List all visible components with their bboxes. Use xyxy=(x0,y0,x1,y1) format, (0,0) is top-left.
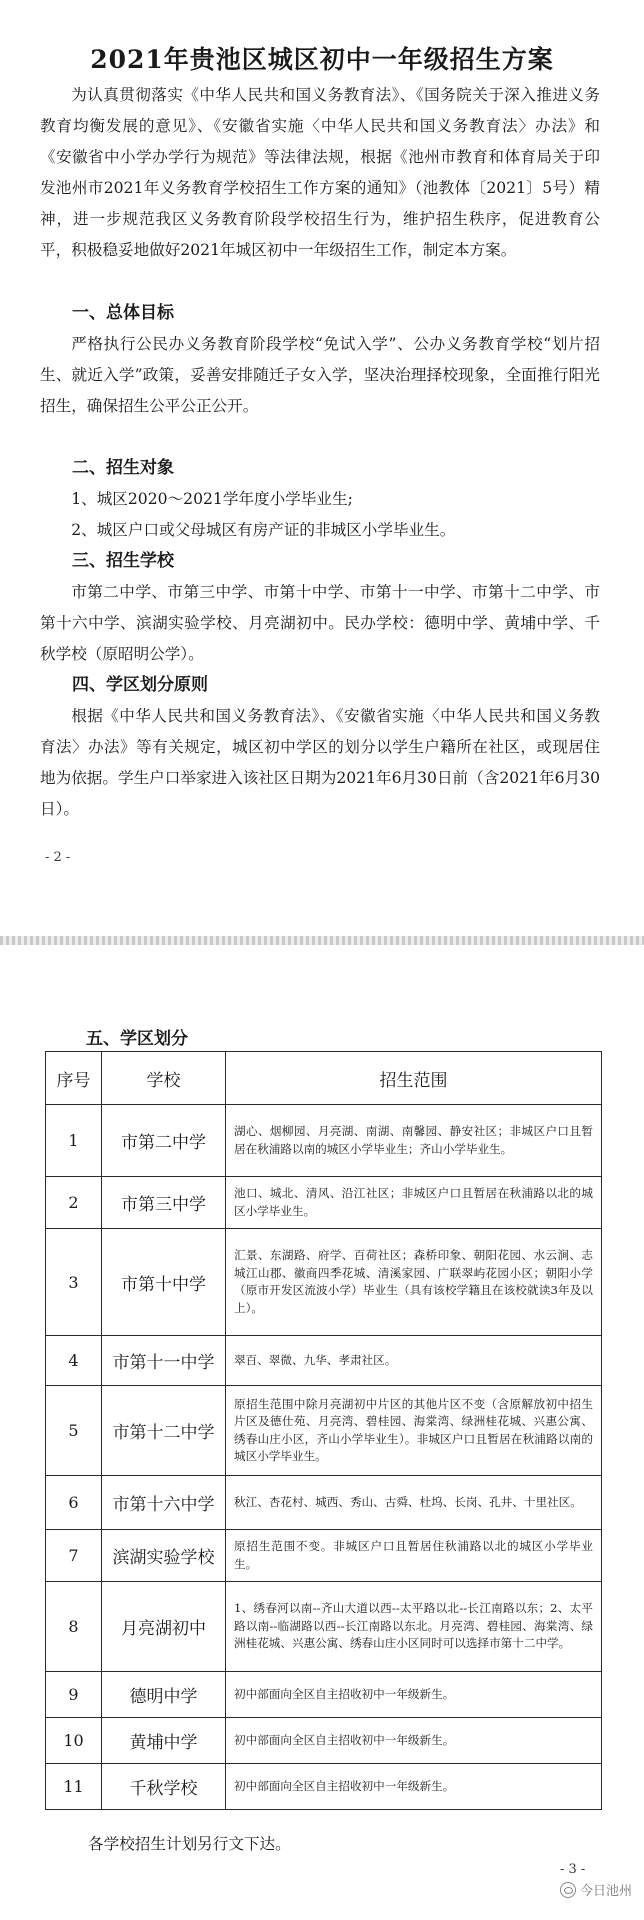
table-row xyxy=(46,1718,602,1764)
section-1-body: 严格执行公民办义务教育阶段学校“免试入学”、公办义务教育学校“划片招生、就近入学”政策，妥善安排随迁子女入学，坚决治理择校现象，全面推行阳光招生，确保招生公平公正公开。 xyxy=(40,335,600,415)
section-3-body: 市第二中学、市第三中学、市第十中学、市第十一中学、市第十二中学、市第十六中学、滨湖实验学校、月亮湖初中。民办学校：德明中学、黄埔中学、千秋学校（原昭明公学）。 xyxy=(40,583,600,663)
table-row xyxy=(46,1582,602,1672)
row-range: 初中部面向全区自主招收初中一年级新生。 xyxy=(226,1672,602,1718)
row-range: 初中部面向全区自主招收初中一年级新生。 xyxy=(226,1764,602,1810)
table-row xyxy=(46,1386,602,1476)
row-range: 汇景、东湖路、府学、百荷社区；森桥印象、朝阳花园、水云涧、志城江山郡、徽商四季花城、清溪家园、广联翠屿花园小区；朝阳小学（原市开发区流波小学）毕业生（具有该校学籍且在该校就读3年及以上）。 xyxy=(226,1229,602,1336)
section-2-heading: 二、招生对象 xyxy=(72,458,174,478)
row-school: 滨湖实验学校 xyxy=(102,1530,226,1582)
footnote: 各学校招生计划另行文下达。 xyxy=(88,1835,291,1853)
section-4-body: 根据《中华人民共和国义务教育法》、《安徽省实施〈中华人民共和国义务教育法〉办法》等有关规定，城区初中学区的划分以学生户籍所在社区，或现居住地为依据。学生户口举家进入该社区日期为2021年6月30日前（含2021年6月30日）。 xyxy=(40,707,600,818)
row-no: 11 xyxy=(46,1764,102,1810)
section-5-heading: 五、学区划分 xyxy=(86,1029,188,1049)
page-2 xyxy=(0,0,644,936)
row-school: 市第十六中学 xyxy=(102,1476,226,1530)
school-district-table xyxy=(45,1051,602,1810)
table-row xyxy=(46,1105,602,1177)
row-range: 秋江、杏花村、城西、秀山、古舜、杜坞、长岗、孔井、十里社区。 xyxy=(226,1476,602,1530)
row-school: 月亮湖初中 xyxy=(102,1582,226,1672)
table-row xyxy=(46,1336,602,1386)
row-range: 湖心、烟柳园、月亮湖、南湖、南馨园、静安社区；非城区户口且暂居在秋浦路以南的城区小学毕业生；齐山小学毕业生。 xyxy=(226,1105,602,1177)
table-row xyxy=(46,1476,602,1530)
page-title: 2021年贵池区城区初中一年级招生方案 xyxy=(90,45,554,74)
row-range: 初中部面向全区自主招收初中一年级新生。 xyxy=(226,1718,602,1764)
page-number-3: - 3 - xyxy=(560,1862,586,1877)
header-range: 招生范围 xyxy=(226,1052,602,1105)
row-school: 千秋学校 xyxy=(102,1764,226,1810)
row-no: 3 xyxy=(46,1229,102,1336)
watermark xyxy=(560,1880,632,1899)
row-school: 市第三中学 xyxy=(102,1177,226,1229)
section-2-item-2: 2、城区户口或父母城区有房产证的非城区小学毕业生。 xyxy=(71,521,456,539)
table-row xyxy=(46,1764,602,1810)
watermark-text: 今日池州 xyxy=(579,1884,632,1899)
row-no: 10 xyxy=(46,1718,102,1764)
row-no: 7 xyxy=(46,1530,102,1582)
page-number-2: - 2 - xyxy=(45,850,71,865)
row-no: 8 xyxy=(46,1582,102,1672)
row-no: 6 xyxy=(46,1476,102,1530)
section-3-heading: 三、招生学校 xyxy=(72,551,174,571)
table-header-row xyxy=(46,1052,602,1105)
row-range: 池口、城北、清风、沿江社区；非城区户口且暂居在秋浦路以北的城区小学毕业生。 xyxy=(226,1177,602,1229)
intro-paragraph: 为认真贯彻落实《中华人民共和国义务教育法》、《国务院关于深入推进义务教育均衡发展的意见》、《安徽省实施〈中华人民共和国义务教育法〉办法》和《安徽省中小学办学行为规范》等法律法规，根据《池州市教育和体育局关于印发池州市2021年义务教育学校招生工作方案的通知》（池教体〔2021〕5号）精神，进一步规范我区义务教育阶段学校招生行为，维护招生秩序，促进教育公平，积极稳妥地做好2021年城区初中一年级招生工作，制定本方案。 xyxy=(40,86,600,259)
page-separator xyxy=(0,936,644,945)
row-no: 5 xyxy=(46,1386,102,1476)
table-row xyxy=(46,1229,602,1336)
row-range: 翠百、翠微、九华、孝肃社区。 xyxy=(226,1336,602,1386)
row-range: 1、绣春河以南--齐山大道以西--太平路以北--长江南路以东；2、太平路以南--临湖路以西--长江南路以东北。月亮湾、碧桂园、海棠湾、绿洲桂花城、兴惠公寓、绣春山庄小区同时可以选择市第十二中学。 xyxy=(226,1582,602,1672)
row-range: 原招生范围中除月亮湖初中片区的其他片区不变（含原解放初中招生片区及德仕苑、月亮湾、碧桂园、海棠湾、绿洲桂花城、兴惠公寓、绣春山庄小区，齐山小学毕业生）。非城区户口且暂居在秋浦路以南的城区小学毕业生。 xyxy=(226,1386,602,1476)
row-school: 黄埔中学 xyxy=(102,1718,226,1764)
row-no: 2 xyxy=(46,1177,102,1229)
row-no: 1 xyxy=(46,1105,102,1177)
section-2-item-1: 1、城区2020～2021学年度小学毕业生; xyxy=(71,490,353,508)
header-no: 序号 xyxy=(46,1052,102,1105)
table-row xyxy=(46,1672,602,1718)
section-1-heading: 一、总体目标 xyxy=(72,303,174,323)
table-row xyxy=(46,1177,602,1229)
row-school: 市第二中学 xyxy=(102,1105,226,1177)
row-school: 德明中学 xyxy=(102,1672,226,1718)
row-school: 市第十二中学 xyxy=(102,1386,226,1476)
header-school: 学校 xyxy=(102,1052,226,1105)
row-no: 4 xyxy=(46,1336,102,1386)
row-school: 市第十一中学 xyxy=(102,1336,226,1386)
row-school: 市第十中学 xyxy=(102,1229,226,1336)
section-4-heading: 四、学区划分原则 xyxy=(72,675,208,695)
wechat-icon xyxy=(560,1882,576,1898)
row-range: 原招生范围不变。非城区户口且暂居住秋浦路以北的城区小学毕业生。 xyxy=(226,1530,602,1582)
table-row xyxy=(46,1530,602,1582)
row-no: 9 xyxy=(46,1672,102,1718)
